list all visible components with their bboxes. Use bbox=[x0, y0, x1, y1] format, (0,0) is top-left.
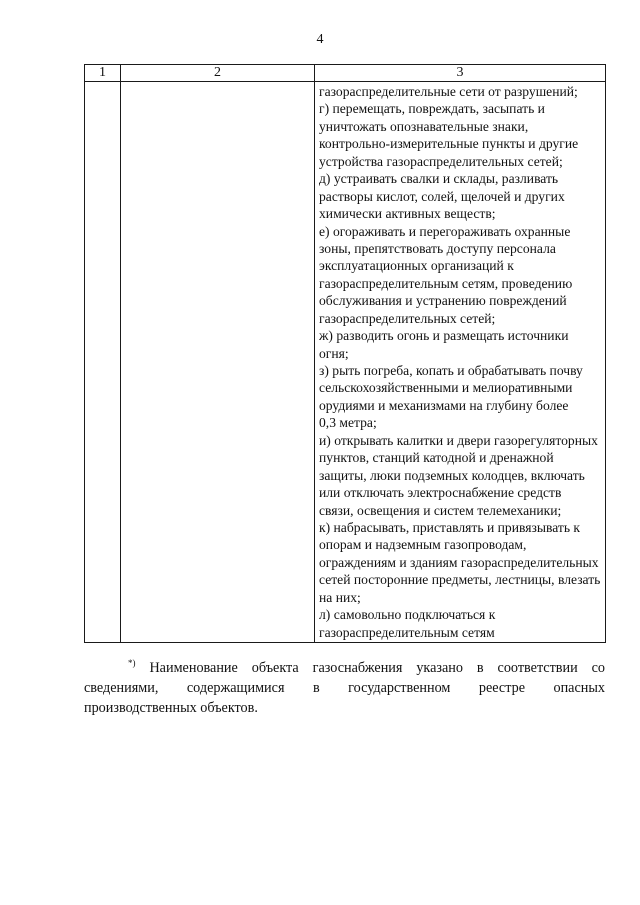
text-line: опорам и надземным газопроводам, bbox=[319, 537, 527, 553]
page-number: 4 bbox=[316, 32, 324, 47]
footnote-line-3: производственных объектов. bbox=[84, 700, 258, 716]
footnote-text-1: Наименование объекта газоснабжения указано в соответствии со bbox=[149, 660, 606, 676]
text-line: на них; bbox=[319, 589, 361, 605]
text-line: газораспределительным сетям, проведению bbox=[319, 275, 573, 291]
text-line: устройства газораспределительных сетей; bbox=[319, 153, 563, 169]
table-row bbox=[85, 82, 606, 643]
text-line: эксплуатационных организаций к bbox=[319, 258, 514, 274]
footnote bbox=[84, 658, 605, 718]
text-line: г) перемещать, повреждать, засыпать и bbox=[319, 101, 545, 117]
column-header-1: 1 bbox=[85, 65, 121, 82]
text-line: обслуживания и устранению повреждений bbox=[319, 293, 567, 309]
text-line: связи, освещения и систем телемеханики; bbox=[319, 502, 562, 518]
text-line: 0,3 метра; bbox=[319, 415, 377, 431]
text-line: растворы кислот, солей, щелочей и других bbox=[319, 188, 565, 204]
text-line: газораспределительным сетям bbox=[319, 624, 495, 640]
text-line: газораспределительные сети от разрушений; bbox=[319, 84, 578, 99]
footnote-mark: *) bbox=[128, 658, 136, 668]
column-header-2: 2 bbox=[121, 65, 315, 82]
table-cell-col3 bbox=[315, 82, 606, 643]
column-header-3: 3 bbox=[315, 65, 606, 82]
text-line: огня; bbox=[319, 345, 349, 361]
footnote-line-2: сведениями, содержащимися в государственном реестре опасных bbox=[84, 680, 605, 696]
regulations-table bbox=[84, 64, 606, 643]
text-line: з) рыть погреба, копать и обрабатывать почву bbox=[319, 363, 583, 378]
text-line: л) самовольно подключаться к bbox=[319, 607, 496, 623]
text-line: и) открывать калитки и двери газорегуляторных bbox=[319, 432, 598, 448]
text-line: д) устраивать свалки и склады, разливать bbox=[319, 171, 559, 187]
text-line: контрольно-измерительные пункты и другие bbox=[319, 136, 579, 152]
text-line: к) набрасывать, приставлять и привязывать к bbox=[319, 519, 581, 535]
text-line: сельскохозяйственными и мелиоративными bbox=[319, 380, 573, 396]
text-line: сетей посторонние предметы, лестницы, влезать bbox=[319, 572, 601, 588]
text-line: или отключать электроснабжение средств bbox=[319, 485, 562, 501]
text-line: химически активных веществ; bbox=[319, 206, 496, 222]
text-line: зоны, препятствовать доступу персонала bbox=[319, 240, 556, 256]
text-line: е) огораживать и перегораживать охранные bbox=[319, 223, 571, 239]
text-line: орудиями и механизмами на глубину более bbox=[319, 397, 569, 413]
text-line: защиты, люки подземных колодцев, включать bbox=[319, 467, 585, 483]
table-cell-col1 bbox=[85, 82, 121, 643]
footnote-line-1 bbox=[84, 658, 605, 678]
text-line: ж) разводить огонь и размещать источники bbox=[319, 328, 569, 344]
text-line: газораспределительных сетей; bbox=[319, 310, 496, 326]
text-line: уничтожать опознавательные знаки, bbox=[319, 118, 529, 134]
table-header-row bbox=[85, 65, 606, 82]
text-line: пунктов, станций катодной и дренажной bbox=[319, 450, 554, 466]
table-cell-col2 bbox=[121, 82, 315, 643]
text-line: ограждениям и зданиям газораспределительных bbox=[319, 554, 599, 570]
